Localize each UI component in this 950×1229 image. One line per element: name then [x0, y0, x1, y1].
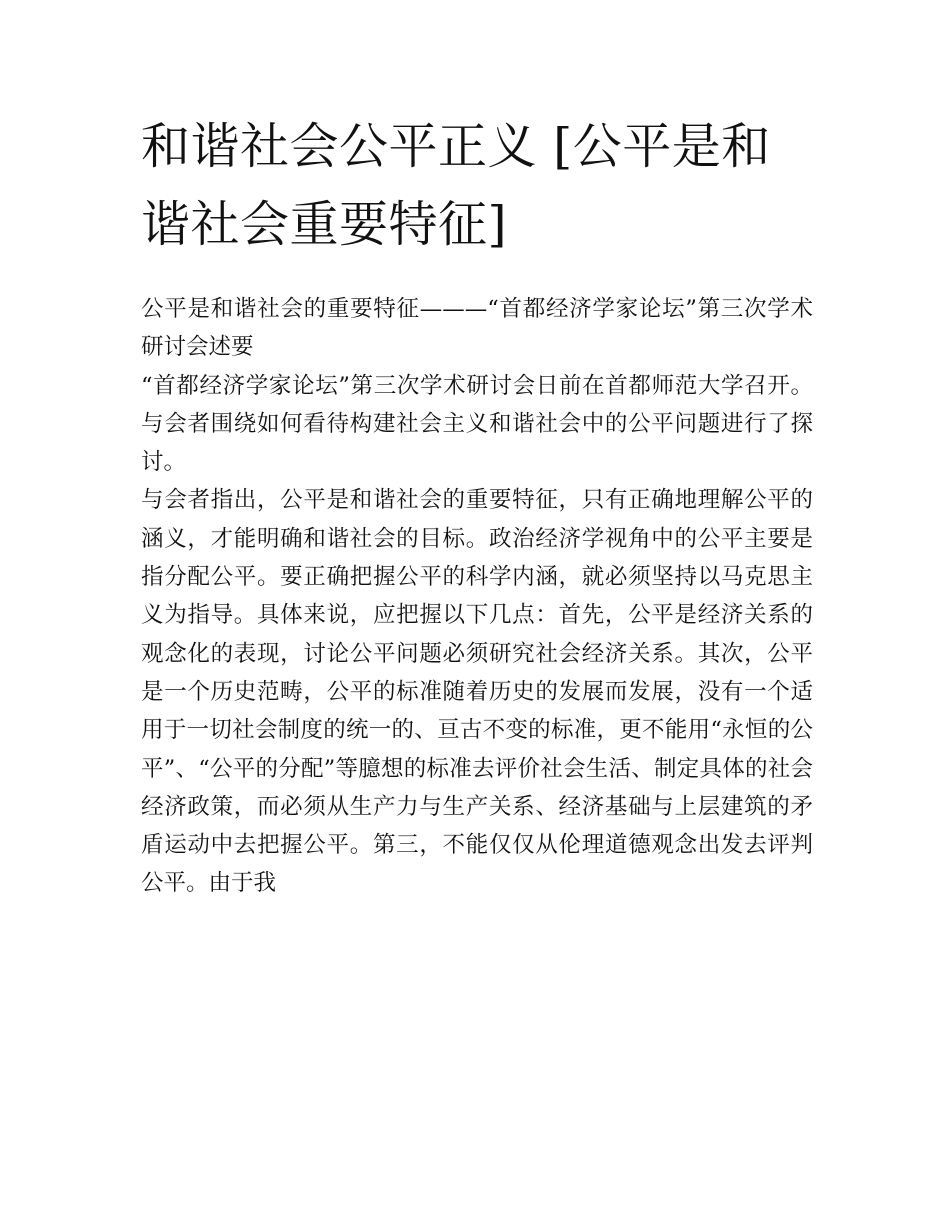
document-page — [141, 108, 813, 903]
paragraph-subtitle: 公平是和谐社会的重要特征———“首都经济学家论坛”第三次学术研讨会述要 — [141, 296, 813, 361]
document-title: 和谐社会公平正义 [公平是和谐社会重要特征] — [141, 118, 771, 253]
paragraph-body: 与会者指出，公平是和谐社会的重要特征，只有正确地理解公平的涵义，才能明确和谐社会的目标。政治经济学视角中的公平主要是指分配公平。要正确把握公平的科学内涵，就必须坚持以马克思主义为指导。具体来说，应把握以下几点：首先，公平是经济关系的观念化的表现，讨论公平问题必须研究社会经济关系。其次，公平是一个历史范畴，公平的标准随着历史的发展而发展，没有一个适用于一切社会制度的统一的、亘古不变的标准，更不能用“永恒的公平”、“公平的分配”等臆想的标准去评价社会生活、制定具体的社会经济政策，而必须从生产力与生产关系、经济基础与上层建筑的矛盾运动中去把握公平。第三，不能仅仅从伦理道德观念出发去评判公平。由于我 — [141, 487, 813, 897]
paragraph-intro: “首都经济学家论坛”第三次学术研讨会日前在首都师范大学召开。与会者围绕如何看待构建社会主义和谐社会中的公平问题进行了探讨。 — [141, 372, 813, 476]
